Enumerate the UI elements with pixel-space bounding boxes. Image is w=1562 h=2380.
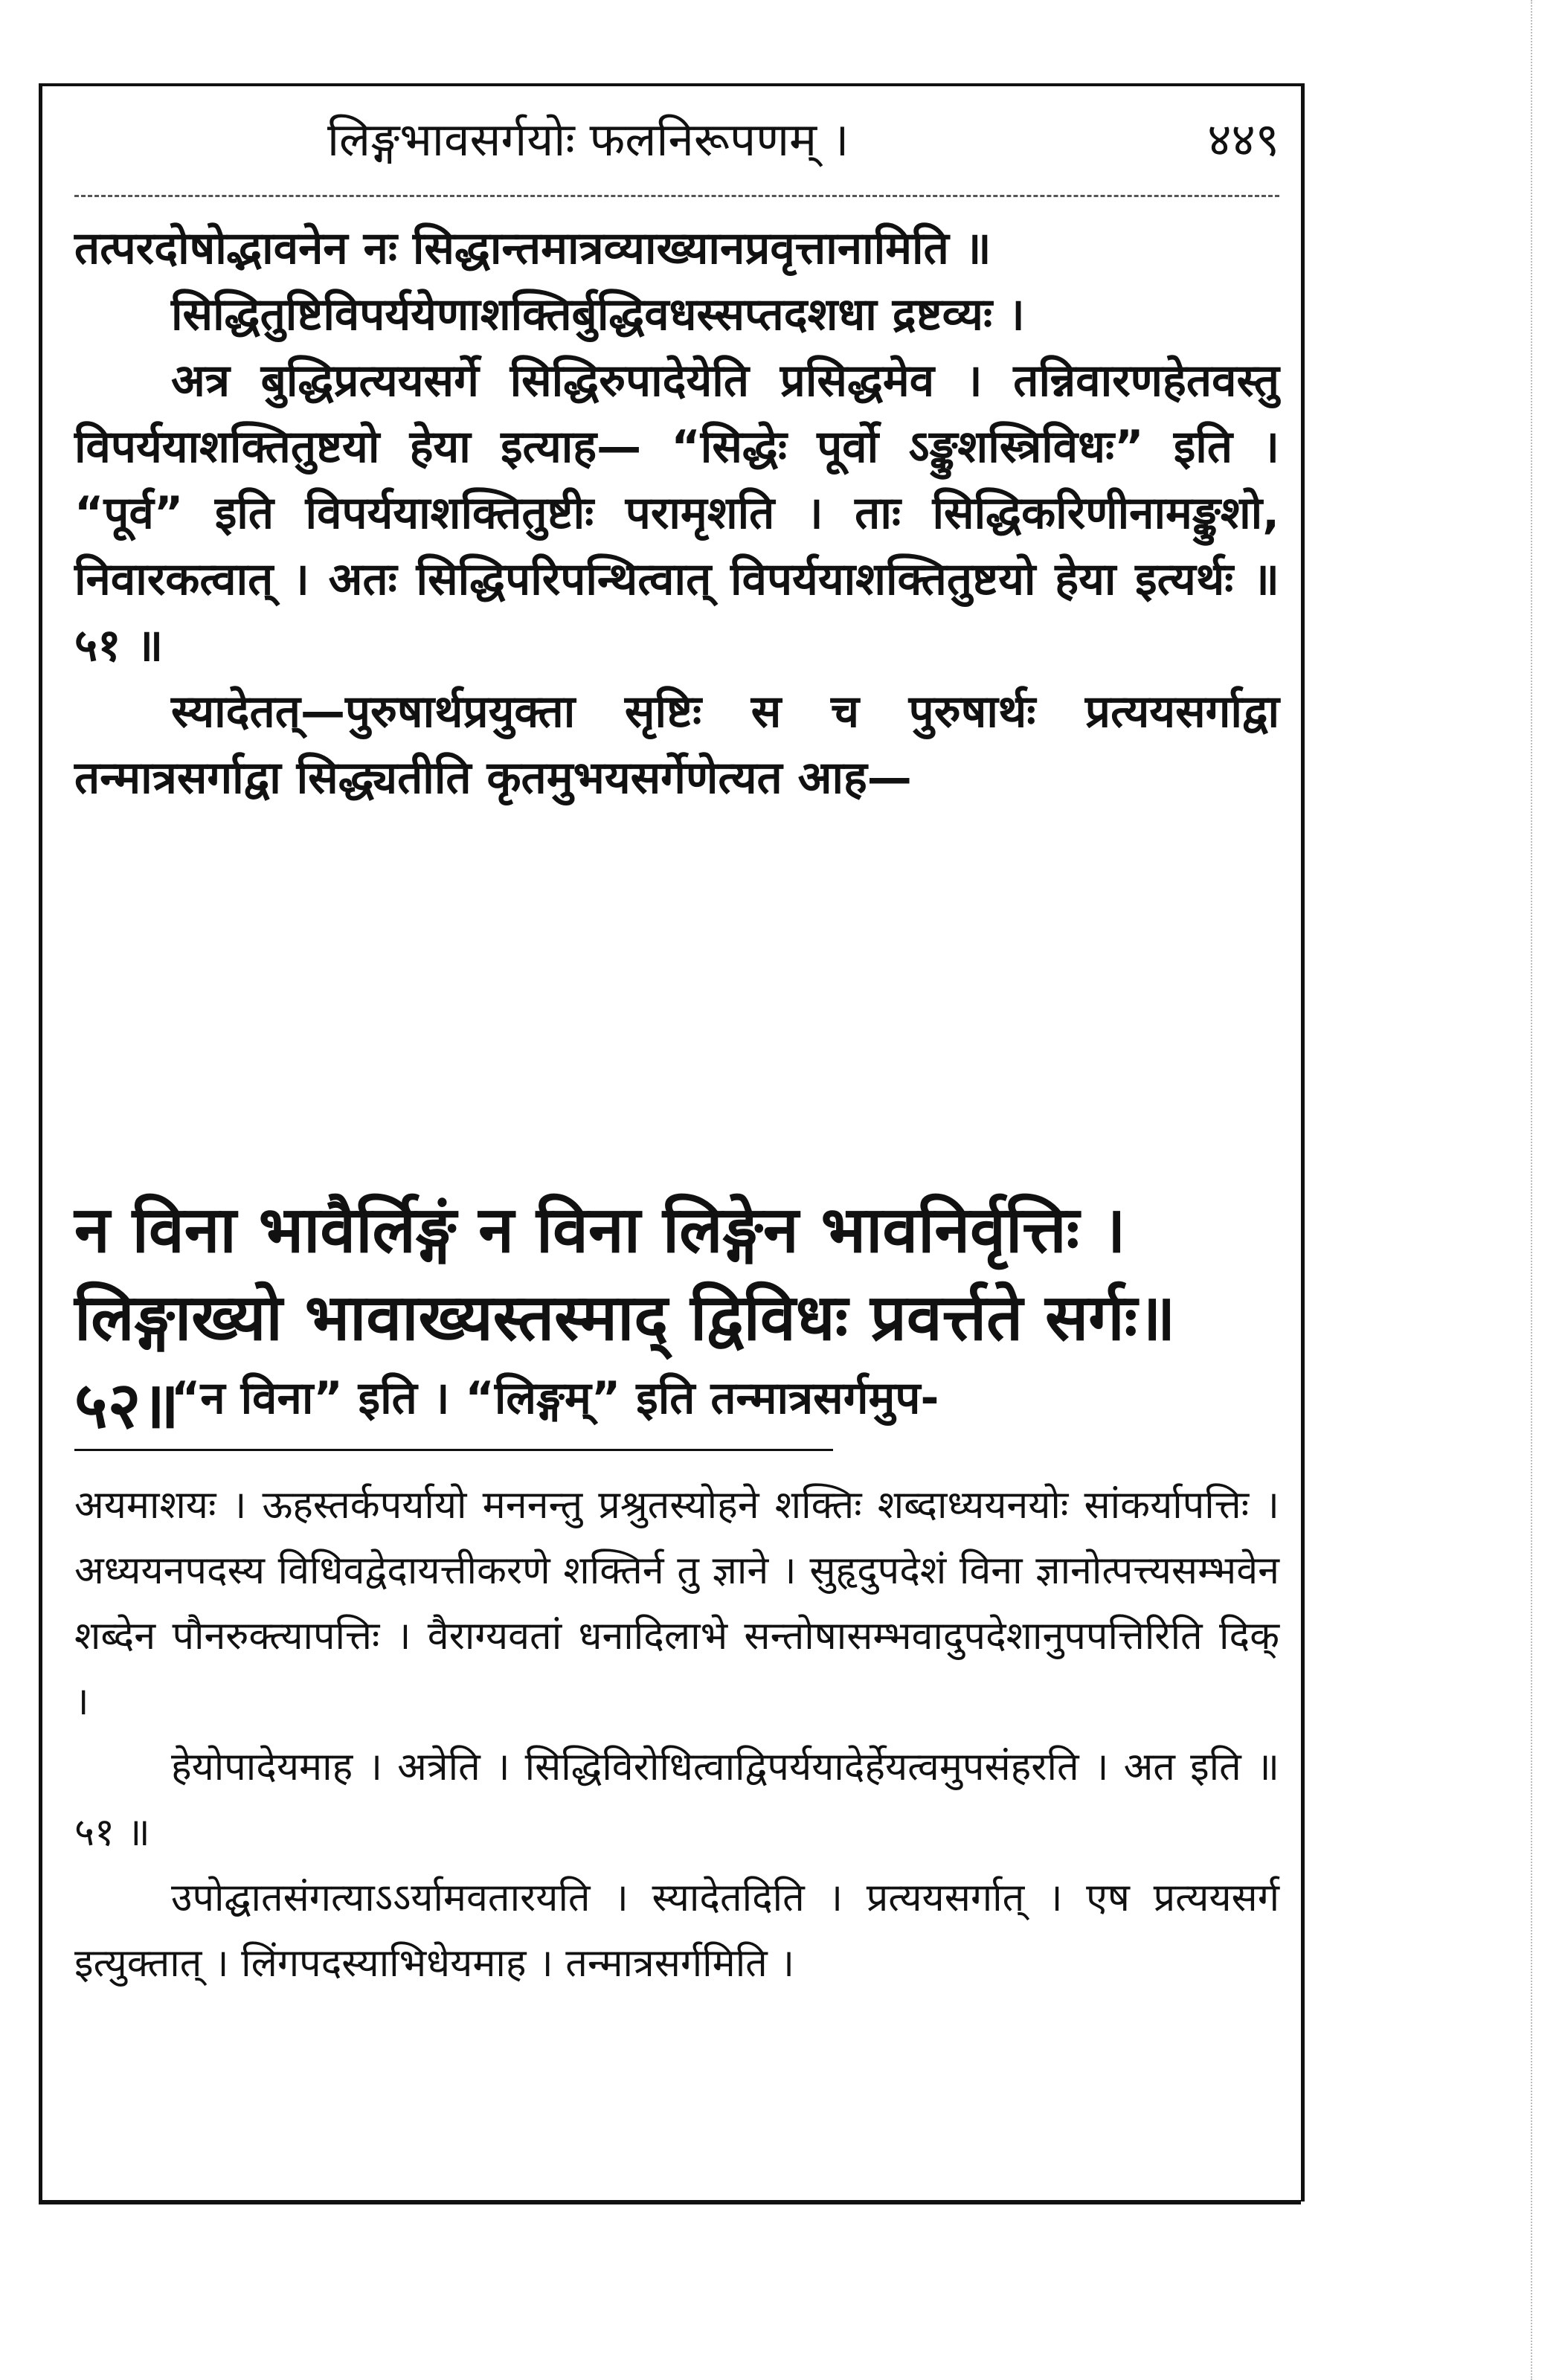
footnote-2: हेयोपादेयमाह । अत्रेति । सिद्धिविरोधित्वाद्विपर्ययादेर्हेयत्वमुपसंहरति । अत इति ॥ ५१ ॥ bbox=[74, 1745, 1279, 1855]
top-border-rule bbox=[39, 83, 1301, 86]
running-title: लिङ्गभावसर्गयोः फलनिरूपणम् । bbox=[327, 112, 849, 167]
bottom-border-rule bbox=[39, 2200, 1301, 2204]
header-dashed-rule bbox=[74, 195, 1279, 197]
page-header bbox=[74, 110, 1279, 177]
verse-line-1: न विना भावैर्लिङ्गं न विना लिङ्गेन भावनिर्वृत्तिः । bbox=[74, 1193, 1126, 1267]
footnotes bbox=[74, 1473, 1279, 1996]
page-number: ४४९ bbox=[1207, 112, 1279, 167]
paragraph-4: स्यादेतत्—पुरुषार्थप्रयुक्ता सृष्टिः स च पुरुषार्थः प्रत्ययसर्गाद्वा तन्मात्रसर्गाद्वा सिद्ध्यतीति कृतमुभयसर्गेणेत्यत आह— bbox=[74, 686, 1279, 804]
paragraph-3: अत्र बुद्धिप्रत्ययसर्गे सिद्धिरुपादेयेति प्रसिद्धमेव । तन्निवारणहेतवस्तु विपर्ययाशक्तितुष्टयो हेया इत्याह— “सिद्धेः पूर्वो ऽङ्कुशस्त्रिविधः” इति । “पूर्व” इति विपर्ययाशक्तितुष्टीः परामृशति । ताः सिद्धिकरिणीनामङ्कुशो, निवारकत्वात् । अतः सिद्धिपरिपन्थित्वात् विपर्ययाशक्तितुष्टयो हेया इत्यर्थः ॥ ५१ ॥ bbox=[74, 355, 1279, 672]
commentary-text bbox=[74, 216, 1279, 811]
footnote-rule bbox=[74, 1449, 833, 1451]
paragraph-1: तत्परदोषोद्भावनेन नः सिद्धान्तमात्रव्याख्यानप्रवृत्तानामिति ॥ bbox=[74, 222, 991, 274]
paragraph-2: सिद्धितुष्टिविपर्ययेणाशक्तिर्बुद्धिवधस्सप्तदशधा द्रष्टव्यः । bbox=[171, 289, 1025, 341]
footnote-1: अयमाशयः । ऊहस्तर्कपर्यायो मननन्तु प्रश्रुतस्योहने शक्तिः शब्दाध्ययनयोः सांकर्यापत्तिः । अध्ययनपदस्य विधिवद्वेदायत्तीकरणे शक्तिर्न तु ज्ञाने । सुहृदुपदेशं विना ज्ञानोत्पत्त्यसम्भवेन शब्देन पौनरुक्त्यापत्तिः । वैराग्यवतां धनादिलाभे सन्तोषासम्भवादुपदेशानुपपत्तिरिति दिक् । bbox=[74, 1483, 1279, 1724]
footnote-3: उपोद्घातसंगत्याऽऽर्यामवतारयति । स्यादेतदिति । प्रत्ययसर्गात् । एष प्रत्ययसर्ग इत्युक्तात् । लिंगपदस्याभिधेयमाह । तन्मात्रसर्गमिति । bbox=[74, 1876, 1279, 1986]
verse-line-2: लिङ्गाख्यो भावाख्यस्तस्माद् द्विविधः प्रवर्त्तते सर्गः॥५२॥ bbox=[74, 1281, 1176, 1443]
commentary-continuation: “न विना” इति । “लिङ्गम्” इति तन्मात्रसर्गमुप- bbox=[171, 1372, 939, 1424]
scan-margin-marks bbox=[1508, 0, 1532, 2380]
